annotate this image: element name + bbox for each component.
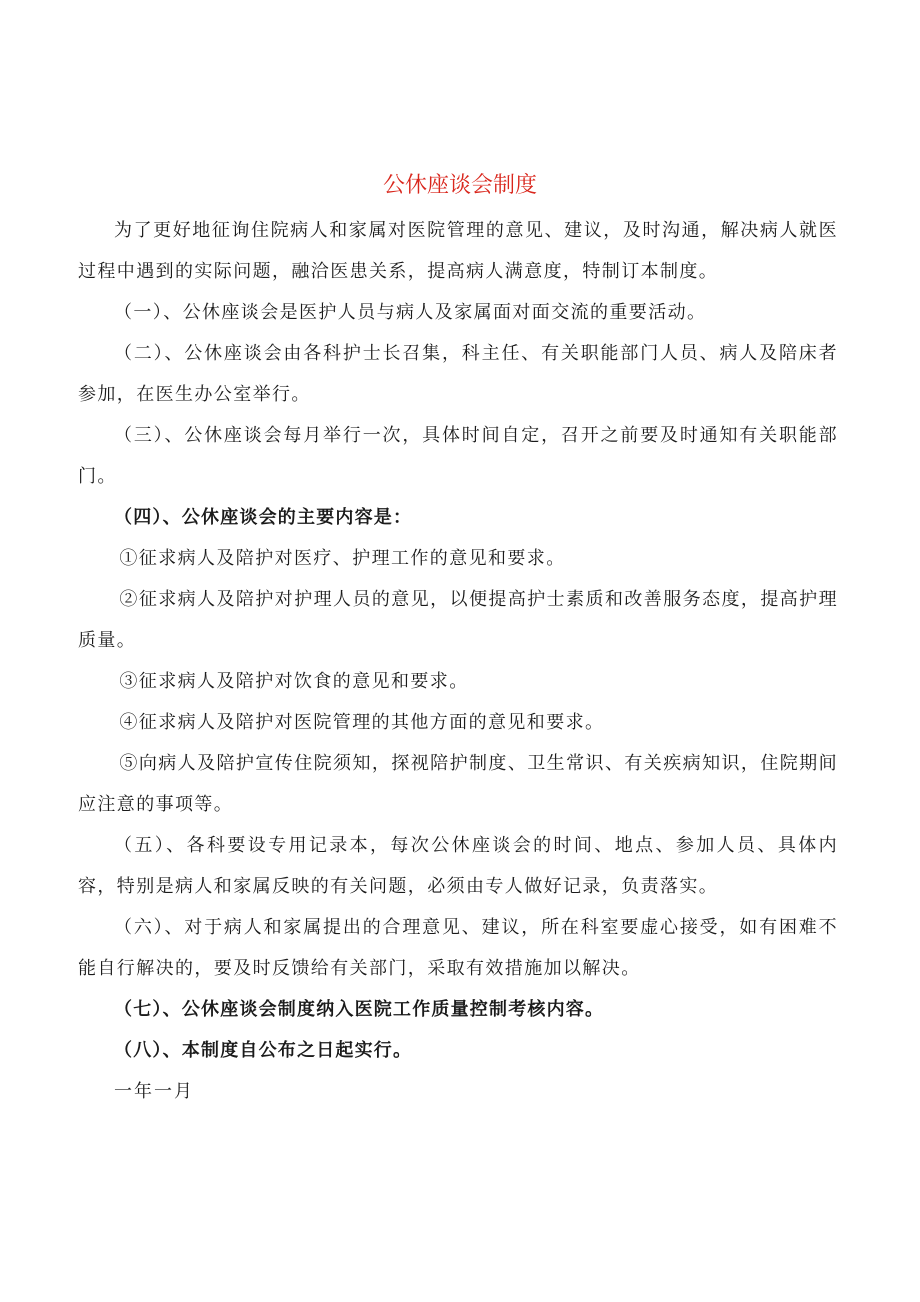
- clause-4-item-5: ⑤向病人及陪护宣传住院须知，探视陪护制度、卫生常识、有关疾病知识，住院期间应注意的事项等。: [78, 753, 838, 815]
- document-body: [78, 210, 838, 1112]
- clause-3: （三）、公休座谈会每月举行一次，具体时间自定，召开之前要及时通知有关职能部门。: [78, 425, 838, 487]
- clause-4-heading: （四）、公休座谈会的主要内容是：: [114, 507, 413, 528]
- clause-7: （七）、公休座谈会制度纳入医院工作质量控制考核内容。: [114, 999, 605, 1020]
- clause-1: （一）、公休座谈会是医护人员与病人及家属面对面交流的重要活动。: [114, 302, 707, 323]
- document-date: 一年一月: [114, 1081, 194, 1102]
- clause-4-item-3: ③征求病人及陪护对饮食的意见和要求。: [119, 671, 469, 692]
- clause-2: （二）、公休座谈会由各科护士长召集，科主任、有关职能部门人员、病人及陪床者参加，在医生办公室举行。: [78, 343, 838, 405]
- clause-6: （六）、对于病人和家属提出的合理意见、建议，所在科室要虚心接受，如有困难不能自行解决的，要及时反馈给有关部门，采取有效措施加以解决。: [78, 917, 838, 979]
- page-title: 公休座谈会制度: [382, 173, 537, 198]
- clause-8: （八）、本制度自公布之日起实行。: [114, 1040, 413, 1061]
- clause-4-item-2: ②征求病人及陪护对护理人员的意见，以便提高护士素质和改善服务态度，提高护理质量。: [78, 589, 838, 651]
- intro-paragraph: 为了更好地征询住院病人和家属对医院管理的意见、建议，及时沟通，解决病人就医过程中遇到的实际问题，融洽医患关系，提高病人满意度，特制订本制度。: [78, 220, 838, 282]
- clause-4-item-1: ①征求病人及陪护对医疗、护理工作的意见和要求。: [119, 548, 566, 569]
- clause-4-item-4: ④征求病人及陪护对医院管理的其他方面的意见和要求。: [119, 712, 605, 733]
- clause-5: （五）、各科要设专用记录本，每次公休座谈会的时间、地点、参加人员、具体内容，特别是病人和家属反映的有关问题，必须由专人做好记录，负责落实。: [78, 835, 838, 897]
